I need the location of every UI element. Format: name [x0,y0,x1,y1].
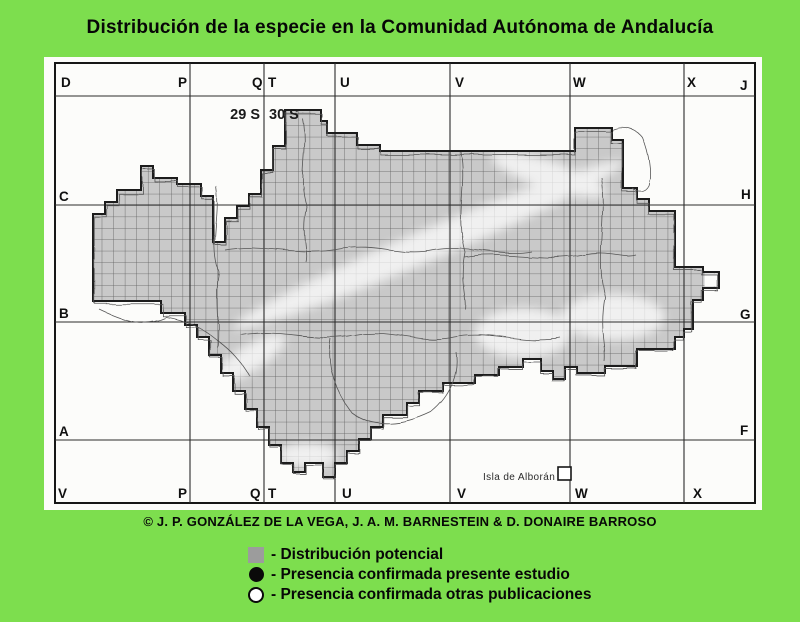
grid-letter: G [740,307,751,322]
grid-letter: Q [250,486,261,501]
grid-letter: P [178,75,188,90]
empty-cell-east-tip [705,274,718,287]
grid-letter: J [740,78,748,93]
grid-letter: V [457,486,467,501]
utm-zone-label-29s: 29 S [230,107,260,123]
page-title: Distribución de la especie en la Comunidad Autónoma de Andalucía [86,17,714,38]
grid-letters-bottom [58,486,702,501]
grid-letter: H [741,187,751,202]
legend-label: - Distribución potencial [271,545,444,563]
grid-letter: D [61,75,71,90]
white-circle-icon [247,587,265,603]
grid-letter: C [59,189,69,204]
utm-zone-label-30s: 30 S [269,107,299,123]
legend-label: - Presencia confirmada presente estudio [271,565,570,583]
grid-letter: V [58,486,68,501]
grid-letters-top [61,75,748,93]
grid-letter: V [455,75,465,90]
grid-letter: U [342,486,352,501]
grid-letters-right [740,187,751,438]
grid-letter: B [59,306,69,321]
gray-square-icon [247,547,265,563]
legend-item-confirmed-study [247,565,591,584]
alboran-island-square [558,467,571,480]
grid-letter: W [575,486,588,501]
grid-letter: A [59,424,69,439]
grid-letter: X [687,75,697,90]
legend [247,545,591,605]
grid-letter: T [268,75,277,90]
grid-letter: P [178,486,188,501]
grid-letter: T [268,486,277,501]
grid-letter: Q [252,75,263,90]
grid-letter: U [340,75,350,90]
potential-distribution-area [93,110,719,477]
grid-letter: W [573,75,586,90]
legend-item-confirmed-publications [247,585,591,604]
legend-label: - Presencia confirmada otras publicaciones [271,585,592,603]
black-circle-icon [247,567,265,582]
distribution-map [44,57,762,510]
map-svg [44,57,762,510]
grid-letter: X [693,486,703,501]
grid-letters-left [59,189,69,439]
grid-letter: F [740,423,749,438]
legend-item-potential [247,545,591,564]
attribution: © J. P. GONZÁLEZ DE LA VEGA, J. A. M. BARNESTEIN & D. DONAIRE BARROSO [143,514,657,529]
alboran-label: Isla de Alborán [483,472,556,483]
